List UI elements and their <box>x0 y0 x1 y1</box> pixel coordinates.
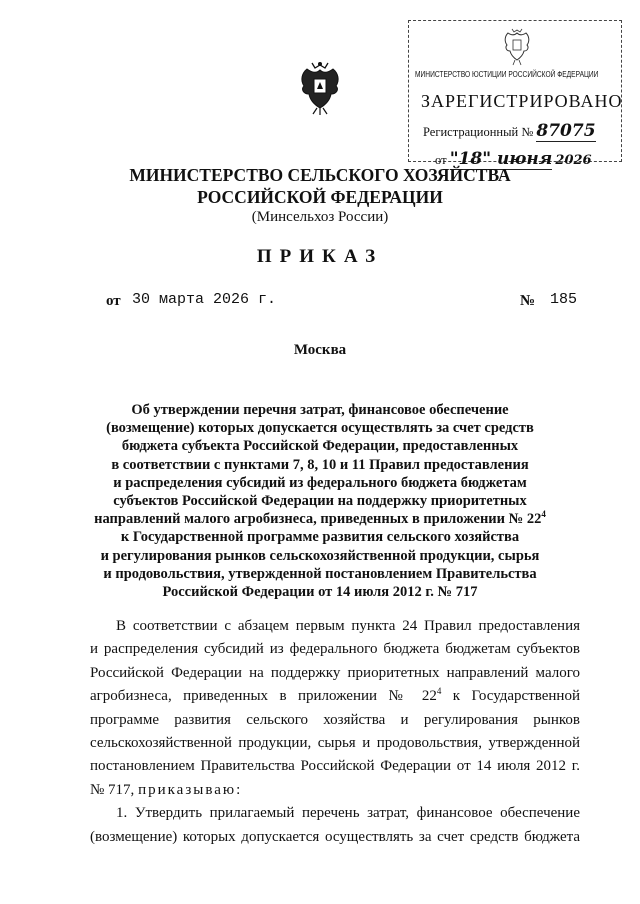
coat-of-arms-icon <box>297 60 343 116</box>
body-line: постановлением Правительства Российской Федерации от 14 июля 2012 г. <box>90 758 580 775</box>
stamp-reg-number: 87075 <box>536 121 596 141</box>
title-line: субъектов Российской Федерации на поддержку приоритетных <box>113 493 527 510</box>
body-line: сельскохозяйственной продукции, сырья и продовольствия, утвержденной <box>90 735 580 752</box>
order-number-label: № <box>520 293 536 309</box>
title-line: Российской Федерации от 14 июля 2012 г. № 717 <box>162 584 478 601</box>
title-line: и распределения субсидий из федерального бюджета бюджетам <box>113 474 527 491</box>
order-date: 30 марта 2026 г. <box>132 291 277 308</box>
ministry-short-name: (Минсельхоз России) <box>251 209 389 225</box>
body-line: программе развития сельского хозяйства и регулирования рынков <box>90 711 580 728</box>
body-line: 1. Утвердить прилагаемый перечень затрат, финансовое обеспечение <box>116 805 580 822</box>
ministry-name-line2: РОССИЙСКОЙ ФЕДЕРАЦИИ <box>197 187 443 207</box>
registration-stamp <box>408 20 623 169</box>
title-line: направлений малого агробизнеса, приведенных в приложении № $22^4$ <box>94 509 546 528</box>
title-line: и регулирования рынков сельскохозяйственной продукции, сырья <box>100 547 540 564</box>
title-line: и продовольствия, утвержденной постановлением Правительства <box>103 565 537 582</box>
order-city: Москва <box>293 342 347 358</box>
body-line: агробизнеса, приведенных в приложении № $22^4$ к Государственной <box>90 686 580 705</box>
title-line: Об утверждении перечня затрат, финансовое обеспечение <box>131 402 509 418</box>
body-line: и распределения субсидий из федерального бюджета бюджетам субъектов <box>90 641 580 658</box>
order-number: 185 <box>550 291 578 308</box>
stamp-reg-label: Регистрационный № <box>423 125 534 139</box>
title-line: к Государственной программе развития сельского хозяйства <box>120 529 520 546</box>
order-title: ПРИКАЗ <box>256 246 384 267</box>
title-line: бюджета субъекта Российской Федерации, предоставленных <box>121 438 519 455</box>
order-command: приказываю: <box>138 781 243 798</box>
stamp-handwritten-date: "18" июня <box>449 149 553 169</box>
order-date-label: от <box>106 293 121 309</box>
ministry-name <box>0 164 640 208</box>
document-title <box>60 401 580 601</box>
stamp-registered-label: ЗАРЕГИСТРИРОВАНО <box>421 91 623 111</box>
document-body <box>90 615 580 849</box>
stamp-registration-row <box>423 121 596 142</box>
body-superscript: 4 <box>436 686 442 697</box>
stamp-year: 2026 <box>555 153 592 168</box>
title-superscript: 4 <box>541 509 546 520</box>
double-headed-eagle-icon <box>501 27 533 67</box>
ministry-name-line1: МИНИСТЕРСТВО СЕЛЬСКОГО ХОЗЯЙСТВА <box>129 165 511 185</box>
stamp-ministry-name: МИНИСТЕРСТВО ЮСТИЦИИ РОССИЙСКОЙ ФЕДЕРАЦИИ <box>415 69 599 79</box>
body-line: Российской Федерации на поддержку приоритетных направлений малого <box>90 664 580 681</box>
body-line: № 717, приказываю: <box>90 781 243 798</box>
body-line: (возмещение) которых допускается осуществлять за счет средств бюджета <box>90 828 580 845</box>
stamp-from-label: от <box>435 153 447 167</box>
title-line: в соответствии с пунктами 7, 8, 10 и 11 Правил предоставления <box>111 456 529 473</box>
title-line: (возмещение) которых допускается осуществлять за счет средств <box>106 420 534 437</box>
body-line: В соответствии с абзацем первым пункта 24 Правил предоставления <box>116 618 580 634</box>
